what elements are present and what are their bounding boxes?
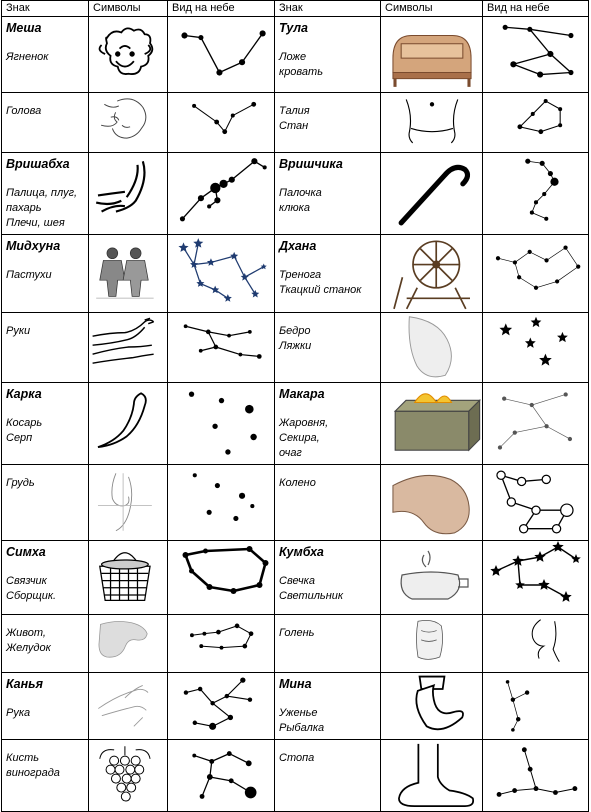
header-sky-2: Вид на небе	[483, 1, 589, 17]
left-sign-cell	[2, 153, 89, 235]
basket-icon	[89, 541, 168, 613]
simha-constellation	[168, 541, 275, 613]
karka-constellation	[168, 383, 275, 461]
table-row	[2, 541, 589, 615]
chest-icon	[89, 465, 168, 539]
sign-meaning: Тренога	[279, 269, 322, 281]
sign-name: Канья	[6, 677, 43, 691]
left-sign-cell	[2, 93, 89, 153]
sign-meaning: Бедро	[279, 325, 311, 337]
right-sky-cell	[483, 313, 589, 383]
left-symbol-cell	[89, 153, 168, 235]
right-sky-cell	[483, 383, 589, 465]
oil-lamp-icon	[381, 541, 483, 613]
left-symbol-cell	[89, 17, 168, 93]
left-sign-cell	[2, 383, 89, 465]
dhanu-constellation-2	[483, 313, 589, 381]
sign-name: Дхана	[279, 239, 317, 253]
table-row	[2, 235, 589, 313]
sign-meaning: Пастухи	[6, 269, 52, 281]
left-symbol-cell	[89, 313, 168, 383]
sign-name: Мидхуна	[6, 239, 61, 253]
sign-meaning: Руки	[6, 325, 31, 337]
right-symbol-cell	[381, 541, 483, 615]
right-sky-cell	[483, 235, 589, 313]
tula-constellation-2	[483, 93, 589, 151]
shin-icon	[381, 615, 483, 671]
table-row	[2, 93, 589, 153]
left-sky-cell	[168, 313, 275, 383]
right-sign-cell	[275, 673, 381, 740]
header-symbols-2: Символы	[381, 1, 483, 17]
left-sign-cell	[2, 465, 89, 541]
left-sign-cell	[2, 541, 89, 615]
stomach-icon	[89, 615, 168, 671]
right-symbol-cell	[381, 383, 483, 465]
table-row	[2, 17, 589, 93]
right-sign-cell	[275, 615, 381, 673]
sign-name: Кумбха	[279, 545, 324, 559]
left-sign-cell	[2, 740, 89, 812]
makara-constellation-2	[483, 465, 589, 539]
right-sign-cell	[275, 153, 381, 235]
hand-icon	[89, 673, 168, 737]
mina-constellation	[483, 673, 589, 737]
simha-constellation-2	[168, 615, 275, 671]
sign-name: Вришчика	[279, 157, 343, 171]
mesha-constellation-2	[168, 93, 275, 151]
right-sky-cell	[483, 465, 589, 541]
sign-meaning: кровать	[279, 66, 323, 78]
right-sky-cell	[483, 740, 589, 812]
table-row	[2, 153, 589, 235]
table-row	[2, 313, 589, 383]
sign-name: Меша	[6, 21, 42, 35]
right-symbol-cell	[381, 673, 483, 740]
mithuna-constellation-2	[168, 313, 275, 381]
left-sky-cell	[168, 465, 275, 541]
lamb-icon	[89, 17, 168, 91]
sign-name: Вришабха	[6, 157, 70, 171]
right-sky-cell	[483, 541, 589, 615]
table-row	[2, 673, 589, 740]
right-symbol-cell	[381, 465, 483, 541]
table-row	[2, 615, 589, 673]
right-symbol-cell	[381, 17, 483, 93]
right-sign-cell	[275, 383, 381, 465]
tula-constellation	[483, 17, 589, 91]
kumbha-constellation-2	[483, 615, 589, 671]
sign-meaning: очаг	[279, 447, 302, 459]
left-sign-cell	[2, 673, 89, 740]
sign-name: Тула	[279, 21, 309, 35]
dhanu-constellation	[483, 235, 589, 311]
right-sign-cell	[275, 17, 381, 93]
right-symbol-cell	[381, 153, 483, 235]
right-symbol-cell	[381, 235, 483, 313]
foot-icon	[381, 740, 483, 810]
sign-meaning: Свечка	[279, 575, 315, 587]
right-symbol-cell	[381, 313, 483, 383]
left-sky-cell	[168, 235, 275, 313]
left-sky-cell	[168, 541, 275, 615]
table-row	[2, 465, 589, 541]
sign-meaning: Ягненок	[6, 51, 49, 63]
head-icon	[89, 93, 168, 151]
left-symbol-cell	[89, 541, 168, 615]
header-sign-2: Знак	[275, 1, 381, 17]
left-symbol-cell	[89, 383, 168, 465]
sign-meaning: Рыбалка	[279, 722, 325, 734]
right-symbol-cell	[381, 615, 483, 673]
left-sky-cell	[168, 740, 275, 812]
spinning-wheel-icon	[381, 235, 483, 311]
sign-meaning: Колено	[279, 477, 316, 489]
sign-name: Симха	[6, 545, 46, 559]
left-sky-cell	[168, 93, 275, 153]
right-sign-cell	[275, 313, 381, 383]
left-sign-cell	[2, 17, 89, 93]
right-sign-cell	[275, 740, 381, 812]
sign-meaning: Серп	[6, 432, 33, 444]
sign-meaning: пахарь	[6, 202, 42, 214]
right-sign-cell	[275, 541, 381, 615]
left-sign-cell	[2, 615, 89, 673]
sign-meaning: Ткацкий станок	[279, 284, 362, 296]
sign-meaning: Жаровня,	[279, 417, 329, 429]
sign-meaning: Голова	[6, 105, 42, 117]
karka-constellation-2	[168, 465, 275, 539]
sign-meaning: Связчик	[6, 575, 47, 587]
sign-meaning: Светильник	[279, 590, 344, 602]
mesha-constellation	[168, 17, 275, 91]
left-symbol-cell	[89, 615, 168, 673]
fishing-icon	[381, 673, 483, 737]
knee-icon	[381, 465, 483, 539]
thigh-icon	[381, 313, 483, 381]
sign-meaning: Ляжки	[279, 340, 312, 352]
sign-name: Макара	[279, 387, 325, 401]
arms-icon	[89, 313, 168, 381]
header-sign: Знак	[2, 1, 89, 17]
sign-name: Карка	[6, 387, 42, 401]
header-sky: Вид на небе	[168, 1, 275, 17]
right-sky-cell	[483, 153, 589, 235]
sign-meaning: Секира,	[279, 432, 320, 444]
header-row	[2, 1, 589, 17]
sign-meaning: Талия	[279, 105, 310, 117]
left-symbol-cell	[89, 740, 168, 812]
sign-meaning: Живот,	[6, 627, 46, 639]
sign-meaning: Сборщик.	[6, 590, 57, 602]
sign-name: Мина	[279, 677, 312, 691]
shepherds-icon	[89, 235, 168, 311]
mina-constellation-2	[483, 740, 589, 810]
left-sky-cell	[168, 673, 275, 740]
crook-icon	[381, 153, 483, 227]
bed-icon	[381, 17, 483, 91]
sign-meaning: Косарь	[6, 417, 43, 429]
kanya-constellation-2	[168, 740, 275, 810]
table-row	[2, 740, 589, 812]
right-sign-cell	[275, 465, 381, 541]
table-row	[2, 383, 589, 465]
waist-icon	[381, 93, 483, 151]
left-sign-cell	[2, 235, 89, 313]
right-sky-cell	[483, 93, 589, 153]
left-sky-cell	[168, 153, 275, 235]
right-sky-cell	[483, 615, 589, 673]
sign-meaning: Ложе	[279, 51, 307, 63]
makara-constellation	[483, 383, 589, 461]
sign-meaning: Желудок	[6, 642, 51, 654]
mithuna-constellation	[168, 235, 275, 311]
sign-meaning: клюка	[279, 202, 310, 214]
left-symbol-cell	[89, 673, 168, 740]
table-body	[2, 17, 589, 812]
header-symbols: Символы	[89, 1, 168, 17]
right-sky-cell	[483, 17, 589, 93]
sign-meaning: Уженье	[279, 707, 318, 719]
left-sky-cell	[168, 615, 275, 673]
sign-meaning: Голень	[279, 627, 315, 639]
zodiac-table	[1, 0, 589, 812]
sign-meaning: Грудь	[6, 477, 35, 489]
brazier-icon	[381, 383, 483, 461]
left-sign-cell	[2, 313, 89, 383]
right-sign-cell	[275, 235, 381, 313]
sign-meaning: Кисть	[6, 752, 40, 764]
left-symbol-cell	[89, 235, 168, 313]
kanya-constellation	[168, 673, 275, 737]
left-sky-cell	[168, 17, 275, 93]
kumbha-constellation	[483, 541, 589, 613]
sign-meaning: Стопа	[279, 752, 315, 764]
right-symbol-cell	[381, 740, 483, 812]
left-symbol-cell	[89, 93, 168, 153]
sign-meaning: Стан	[279, 120, 309, 132]
left-symbol-cell	[89, 465, 168, 541]
sign-meaning: Палочка	[279, 187, 322, 199]
right-symbol-cell	[381, 93, 483, 153]
vrishabha-constellation	[168, 153, 275, 227]
sickle-icon	[89, 383, 168, 461]
left-sky-cell	[168, 383, 275, 465]
plow-icon	[89, 153, 168, 227]
sign-meaning: Палица, плуг,	[6, 187, 78, 199]
vrishchika-constellation	[483, 153, 589, 227]
sign-meaning: Рука	[6, 707, 31, 719]
right-sign-cell	[275, 93, 381, 153]
sign-meaning: Плечи, шея	[6, 217, 65, 229]
sign-meaning: винограда	[6, 767, 60, 779]
grapes-icon	[89, 740, 168, 810]
right-sky-cell	[483, 673, 589, 740]
